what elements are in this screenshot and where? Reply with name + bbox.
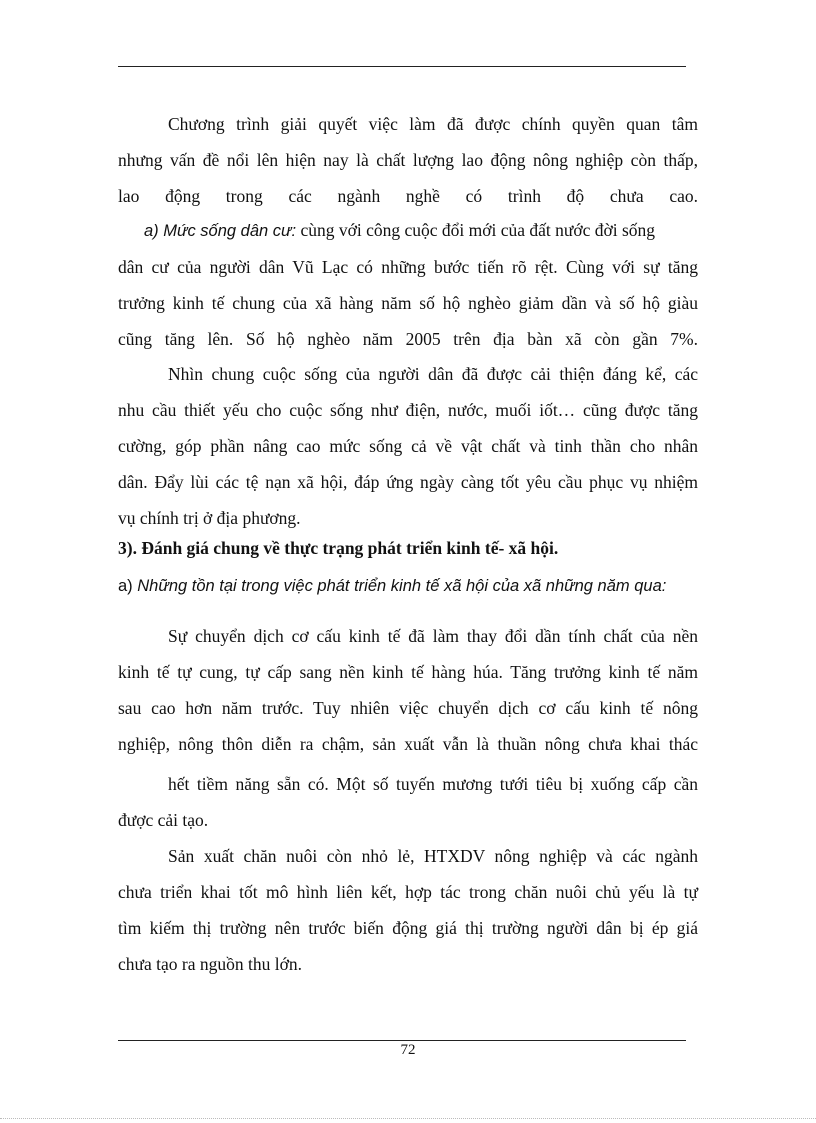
text-line: hết tiềm năng sẵn có. Một số tuyến mương tưới tiêu bị xuống cấp cần <box>168 774 698 794</box>
text-line: dân. Đẩy lùi các tệ nạn xã hội, đáp ứng ngày càng tốt yêu cầu phục vụ nhiệm <box>118 472 698 492</box>
text-line: nhưng vấn đề nổi lên hiện nay là chất lượng lao động nông nghiệp còn thấp, <box>118 150 698 170</box>
text-line: nghiệp, nông thôn diễn ra chậm, sản xuất vẫn là thuần nông chưa khai thác <box>118 734 698 754</box>
page-number: 72 <box>400 1042 416 1058</box>
text-span: cùng với công cuộc đổi mới của đất nước đời sống <box>296 220 656 240</box>
text-line: kinh tế tự cung, tự cấp sang nền kinh tế hàng húa. Tăng trưởng kinh tế năm <box>118 662 698 682</box>
text-line: Nhìn chung cuộc sống của người dân đã được cải thiện đáng kể, các <box>168 364 698 384</box>
text-line: nhu cầu thiết yếu cho cuộc sống như điện, nước, muối iốt… cũng được tăng <box>118 400 698 420</box>
text-line: cường, góp phần nâng cao mức sống cả về vật chất và tinh thần cho nhân <box>118 436 698 456</box>
text-line: Sự chuyển dịch cơ cấu kinh tế đã làm thay đổi dần tính chất của nền <box>168 626 698 646</box>
text-line: dân cư của người dân Vũ Lạc có những bước tiến rõ rệt. Cùng với sự tăng <box>118 257 698 277</box>
paragraph-economic-shift <box>118 618 698 762</box>
subheading-prefix: a) <box>118 577 138 595</box>
text-line <box>118 568 698 604</box>
subheading-text: Những tồn tại trong việc phát triển kinh tế xã hội của xã những năm qua: <box>137 577 667 595</box>
subsection-heading <box>118 568 698 604</box>
header-rule <box>118 66 686 67</box>
text-line: tìm kiếm thị trường nên trước biến động giá thị trường người dân bị ép giá <box>118 918 698 938</box>
text-line: Chương trình giải quyết việc làm đã được chính quyền quan tâm <box>168 114 698 134</box>
section-heading: 3). Đánh giá chung về thực trạng phát triển kinh tế- xã hội. <box>118 538 559 558</box>
paragraph-livestock <box>118 838 698 982</box>
paragraph-employment <box>118 106 698 214</box>
text-line: lao động trong các ngành nghề có trình độ chưa cao. <box>118 186 698 206</box>
text-line <box>118 212 698 249</box>
text-line: được cải tạo. <box>118 810 209 830</box>
text-line: trưởng kinh tế chung của xã hàng năm số hộ nghèo giảm dần và số hộ giàu <box>118 293 698 313</box>
text-line: chưa triển khai tốt mô hình liên kết, hợp tác trong chăn nuôi chủ yếu là tự <box>118 882 698 902</box>
paragraph-irrigation <box>118 766 698 838</box>
text-line: chưa tạo ra nguồn thu lớn. <box>118 954 302 974</box>
text-line: Sản xuất chăn nuôi còn nhỏ lẻ, HTXDV nông nghiệp và các ngành <box>168 846 698 866</box>
text-line: cũng tăng lên. Số hộ nghèo năm 2005 trên địa bàn xã còn gần 7%. <box>118 329 698 349</box>
text-line: vụ chính trị ở địa phương. <box>118 508 301 528</box>
paragraph-life-improvement <box>118 356 698 536</box>
page-edge-dots <box>0 1118 816 1119</box>
footer-rule <box>118 1040 686 1041</box>
text-line: sau cao hơn năm trước. Tuy nhiên việc chuyển dịch cơ cấu kinh tế nông <box>118 698 698 718</box>
living-standard-label: a) Mức sống dân cư: <box>144 222 297 240</box>
paragraph-living-standard <box>118 212 698 357</box>
